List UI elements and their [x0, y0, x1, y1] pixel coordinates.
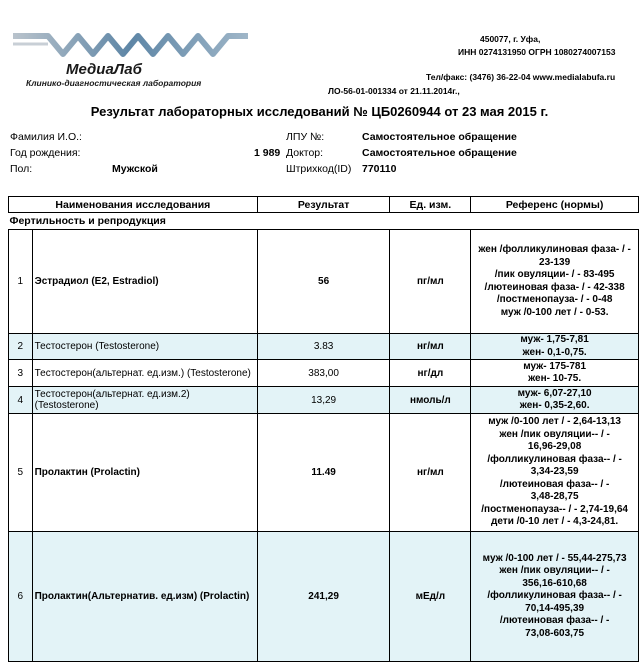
lpu-label: ЛПУ №:: [286, 131, 325, 143]
ref-line: жен- 0,35-2,60.: [519, 400, 590, 411]
logo-subtitle: Клинико-диагностическая лаборатория: [26, 78, 202, 88]
ref-line: /пик овуляции- / - 83-495: [494, 269, 615, 280]
table-row: [9, 230, 639, 334]
test-result: 13,29: [257, 387, 390, 414]
ref-line: муж /0-100 лет / - 0-53.: [500, 306, 609, 318]
header-result: Результат: [257, 197, 390, 213]
row-number: 1: [9, 230, 33, 334]
doctor-label: Доктор:: [286, 147, 324, 159]
header-name: Наименования исследования: [9, 197, 258, 213]
ref-line: 3,34-23,59: [530, 466, 579, 478]
doctor-value: Самостоятельное обращение: [362, 147, 517, 159]
ref-line: жен- 10-75.: [528, 373, 582, 384]
sex-label: Пол:: [10, 163, 33, 175]
ref-line: жен- 0,1-0,75.: [522, 346, 587, 358]
table-row: [9, 334, 639, 360]
ref-line: муж- 175-781: [523, 360, 587, 372]
ref-line: /лютеиновая фаза- / - 42-338: [484, 281, 625, 293]
ref-line: жен /пик овуляции-- / -: [499, 565, 610, 577]
ref-line: 356,16-610,68: [522, 577, 587, 589]
section-row: [9, 213, 639, 230]
lab-logo: [8, 28, 258, 90]
ref-line: муж- 1,75-7,81: [520, 334, 589, 345]
ref-line: /фолликулиновая фаза-- / -: [487, 453, 622, 465]
birth-label: Год рождения:: [10, 147, 81, 159]
ref-line: 16,96-29,08: [527, 441, 582, 453]
logo-wave-icon: [8, 28, 258, 60]
test-result: 383,00: [257, 360, 390, 387]
ref-line: 70,14-495,39: [525, 602, 585, 614]
lab-inn-ogrn: ИНН 0274131950 ОГРН 1080274007153: [458, 47, 616, 57]
name-label: Фамилия И.О.:: [10, 131, 82, 143]
header-unit: Ед. изм.: [390, 197, 471, 213]
test-reference: [471, 360, 639, 387]
ref-line: /постменопауза- / - 0-48: [496, 294, 613, 305]
test-result: 241,29: [257, 532, 390, 662]
test-name: Тестостерон(альтернат. ед.изм.) (Testosterone): [32, 360, 257, 387]
row-number: 5: [9, 414, 33, 532]
test-name: Пролактин(Альтернатив. ед.изм) (Prolactin): [32, 532, 257, 662]
ref-line: /постменопауза-- / - 2,74-19,64: [481, 503, 628, 515]
header-reference: Референс (нормы): [471, 197, 639, 213]
test-unit: мЕд/л: [390, 532, 471, 662]
sex-value: Мужской: [112, 163, 158, 175]
test-result: 56: [257, 230, 390, 334]
test-result: 3.83: [257, 334, 390, 360]
ref-line: муж /0-100 лет / - 55,44-275,73: [482, 552, 627, 564]
test-reference: [471, 387, 639, 414]
ref-line: 3,48-28,75: [530, 491, 579, 503]
barcode-value: 770110: [362, 163, 397, 175]
section-title: Фертильность и репродукция: [9, 213, 639, 230]
lab-license: ЛО-56-01-001334 от 21.11.2014г.,: [328, 86, 460, 96]
table-row: [9, 414, 639, 532]
test-reference: [471, 414, 639, 532]
test-reference: [471, 230, 639, 334]
row-number: 3: [9, 360, 33, 387]
table-row: [9, 532, 639, 662]
ref-line: /лютеиновая фаза-- / -: [499, 615, 610, 627]
test-unit: нг/мл: [390, 334, 471, 360]
ref-line: 73,08-603,75: [525, 627, 585, 639]
test-reference: [471, 334, 639, 360]
report-title: Результат лабораторных исследований № ЦБ0260944 от 23 мая 2015 г.: [90, 104, 549, 119]
test-result: 11.49: [257, 414, 390, 532]
ref-line: 23-139: [539, 256, 571, 268]
row-number: 4: [9, 387, 33, 414]
table-row: [9, 360, 639, 387]
ref-line: муж /0-100 лет / - 2,64-13,13: [488, 416, 621, 428]
test-name: Пролактин (Prolactin): [32, 414, 257, 532]
test-name: Тестостерон(альтернат. ед.изм.2) (Testosterone): [32, 387, 257, 414]
test-reference: [471, 532, 639, 662]
test-unit: нг/мл: [390, 414, 471, 532]
ref-line: /фолликулиновая фаза-- / -: [487, 590, 622, 602]
test-unit: нг/дл: [390, 360, 471, 387]
ref-line: дети /0-10 лет / - 4,3-24,81.: [491, 516, 619, 528]
row-number: 2: [9, 334, 33, 360]
birth-value: 1 989: [254, 147, 281, 159]
results-table: [8, 196, 639, 662]
ref-line: /лютеиновая фаза-- / -: [499, 478, 610, 490]
logo-name: МедиаЛаб: [66, 61, 142, 78]
barcode-label: Штрихкод(ID): [286, 163, 352, 175]
table-row: [9, 387, 639, 414]
ref-line: муж- 6,07-27,10: [517, 387, 592, 399]
row-number: 6: [9, 532, 33, 662]
table-header-row: [9, 197, 639, 213]
test-name: Эстрадиол (E2, Estradiol): [32, 230, 257, 334]
lab-contacts: Тел/факс: (3476) 36-22-04 www.medialabufa.ru: [426, 72, 616, 82]
test-name: Тестостерон (Testosterone): [32, 334, 257, 360]
ref-line: жен /пик овуляции-- / -: [499, 428, 610, 440]
test-unit: нмоль/л: [390, 387, 471, 414]
ref-line: жен /фолликулиновая фаза- / -: [478, 244, 631, 255]
lpu-value: Самостоятельное обращение: [362, 131, 517, 143]
lab-address: 450077, г. Уфа,: [480, 34, 541, 44]
test-unit: пг/мл: [390, 230, 471, 334]
